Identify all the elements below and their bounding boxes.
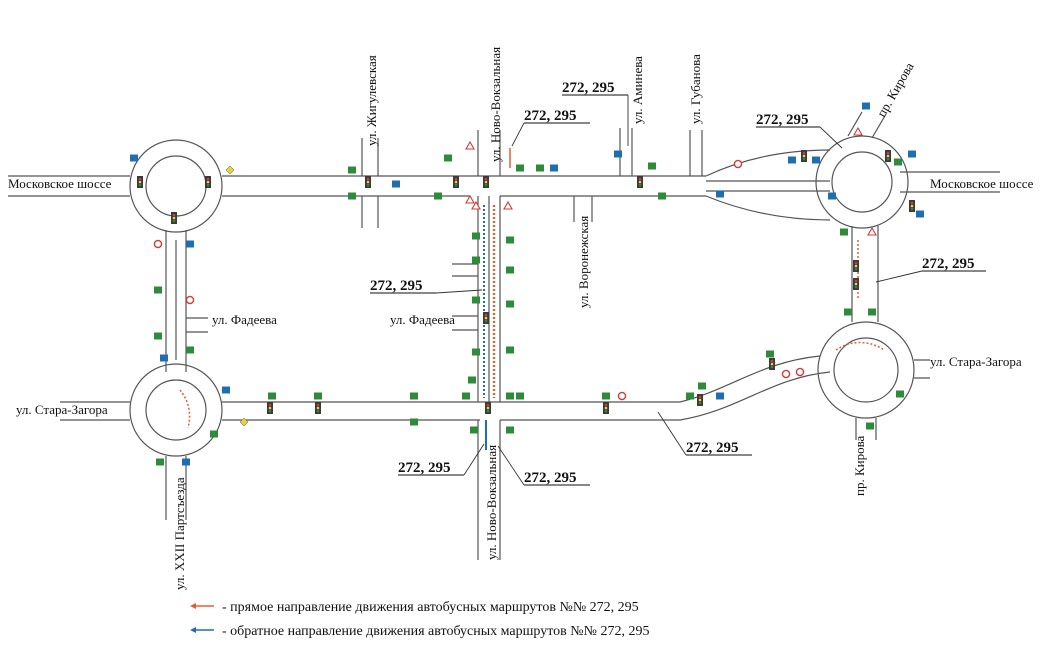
road-sign-icon	[268, 393, 276, 400]
traffic-light-icon	[483, 312, 489, 324]
route-label-leader	[512, 123, 524, 146]
street-voronezhskaya: ул. Воронежская	[576, 215, 591, 308]
legend-forward-text: - прямое направление движения автобусных маршрутов №№ 272, 295	[222, 600, 639, 615]
road-side-lane	[452, 264, 478, 276]
road-sign-icon	[470, 427, 478, 434]
traffic-light-icon	[483, 176, 489, 188]
road-sign-icon	[472, 233, 480, 240]
legend	[190, 600, 649, 639]
traffic-light-icon	[801, 150, 807, 162]
street-fadeeva-center: ул. Фадеева	[390, 312, 455, 327]
road-sign-icon	[506, 237, 514, 244]
traffic-light-icon	[485, 402, 491, 414]
road-sign-icon	[154, 287, 162, 294]
road-sign-icon	[472, 349, 480, 356]
road-sign-icon	[466, 196, 474, 203]
route-forward-roundabout	[836, 343, 884, 351]
road-sign-icon	[894, 159, 902, 166]
road-sign-icon	[348, 167, 356, 174]
street-novo-vokzalnaya-bottom: ул. Ново-Вокзальная	[484, 444, 499, 560]
road-sign-icon	[444, 155, 452, 162]
road-sign-icon	[160, 355, 168, 362]
roundabout-se-inner	[834, 338, 898, 402]
route-label-leader	[436, 290, 482, 293]
street-gubanova: ул. Губанова	[688, 54, 703, 124]
road-sign-icon	[686, 393, 694, 400]
road-sign-icon	[716, 393, 724, 400]
street-amineva: ул. Аминева	[630, 56, 645, 124]
road-sign-icon	[698, 383, 706, 390]
traffic-light-icon	[603, 402, 609, 414]
road-sign-icon	[916, 211, 924, 218]
road-sign-icon	[658, 193, 666, 200]
road-sign-icon	[766, 351, 774, 358]
street-moskovskoe-left: Московское шоссе	[8, 176, 112, 191]
road-fadeeva-west	[186, 318, 208, 332]
roundabout-nw-inner	[146, 156, 206, 216]
street-xxii-partsezda: ул. XXII Партсъезда	[172, 477, 187, 590]
road-moskovskoe-ramps	[706, 150, 830, 220]
road-sign-icon	[506, 267, 514, 274]
road-sign-icon	[186, 241, 194, 248]
road-sign-icon	[550, 165, 558, 172]
road-gubanova	[690, 130, 702, 176]
route-label-leader	[658, 412, 686, 455]
bus-routes	[180, 148, 884, 450]
street-kirova-bottom: пр. Кирова	[852, 435, 867, 496]
road-sign-icon	[506, 301, 514, 308]
road-sign-icon	[472, 297, 480, 304]
road-moskovskoe-central	[222, 176, 706, 196]
road-sign-icon	[130, 155, 138, 162]
route-label-center-left: 272, 295	[370, 278, 423, 294]
road-sign-icon	[648, 163, 656, 170]
route-label-bottom-right: 272, 295	[686, 440, 739, 456]
road-sign-icon	[186, 296, 193, 303]
road-sign-icon	[734, 160, 741, 167]
traffic-light-icon	[453, 176, 459, 188]
road-sign-icon	[866, 423, 874, 430]
street-fadeeva-left: ул. Фадеева	[212, 312, 277, 327]
route-labels	[370, 80, 986, 486]
traffic-light-icon	[205, 176, 211, 188]
route-label-top-center: 272, 295	[524, 108, 577, 124]
road-sign-icon	[896, 391, 904, 398]
route-label-leader	[464, 444, 484, 475]
street-zhigulevskaya: ул. Жигулевская	[364, 55, 379, 146]
road-sign-icon	[226, 166, 234, 174]
road-sign-icon	[868, 309, 876, 316]
traffic-light-icon	[853, 260, 859, 272]
road-sign-icon	[862, 103, 870, 110]
route-forward-sw	[180, 390, 190, 428]
road-sign-icon	[506, 393, 514, 400]
legend-forward-arrow-icon	[190, 603, 196, 609]
legend-reverse-text: - обратное направление движения автобусных маршрутов №№ 272, 295	[222, 624, 650, 639]
road-sign-icon	[536, 165, 544, 172]
legend-reverse-arrow-icon	[190, 627, 196, 633]
road-sign-icon	[516, 165, 524, 172]
road-sign-icon	[468, 377, 476, 384]
road-sign-icon	[506, 347, 514, 354]
road-sign-icon	[462, 393, 470, 400]
route-label-right-kirova: 272, 295	[922, 256, 975, 272]
traffic-light-icon	[137, 176, 143, 188]
route-label-bottom-center: 272, 295	[524, 470, 577, 486]
route-label-top-right: 272, 295	[756, 112, 809, 128]
road-sign-icon	[156, 459, 164, 466]
street-stara-zagora-left: ул. Стара-Загора	[16, 402, 108, 417]
road-sign-icon	[812, 157, 820, 164]
route-label-leader	[876, 271, 922, 282]
road-sign-icon	[788, 157, 796, 164]
road-stara-zagora-east	[914, 360, 930, 378]
route-label-bottom-left: 272, 295	[398, 460, 451, 476]
road-sign-icon	[602, 393, 610, 400]
road-sign-icon	[210, 431, 218, 438]
traffic-light-icon	[769, 358, 775, 370]
traffic-light-icon	[315, 402, 321, 414]
traffic-light-icon	[697, 394, 703, 406]
road-sign-icon	[618, 392, 625, 399]
road-sign-icon	[472, 257, 480, 264]
traffic-light-icon	[637, 176, 643, 188]
street-kirova-top: пр. Кирова	[873, 59, 917, 120]
traffic-light-icon	[267, 402, 273, 414]
roundabout-ne-inner	[832, 152, 892, 212]
road-sign-icon	[154, 240, 161, 247]
route-label-top-amineva: 272, 295	[562, 80, 615, 96]
road-sign-icon	[516, 393, 524, 400]
street-stara-zagora-right: ул. Стара-Загора	[930, 354, 1022, 369]
road-sign-icon	[410, 419, 418, 426]
road-sign-icon	[222, 387, 230, 394]
road-sign-icon	[716, 191, 724, 198]
road-sign-icon	[314, 393, 322, 400]
road-fadeeva-central	[452, 316, 478, 330]
roundabout-ne-outer	[816, 136, 908, 228]
road-sign-icon	[844, 309, 852, 316]
road-sign-icon	[506, 427, 514, 434]
traffic-light-icon	[171, 212, 177, 224]
road-sign-icon	[434, 193, 442, 200]
road-sign-icon	[868, 228, 876, 235]
road-sign-icon	[392, 181, 400, 188]
road-sign-icon	[828, 193, 836, 200]
street-novo-vokzalnaya-top: ул. Ново-Вокзальная	[488, 46, 503, 162]
roundabout-sw-inner	[146, 380, 206, 440]
road-sign-icon	[908, 151, 916, 158]
road-sign-icon	[504, 202, 512, 209]
route-label-leader	[498, 446, 524, 485]
traffic-light-icon	[885, 150, 891, 162]
road-sign-icon	[466, 142, 474, 149]
roundabout-sw-outer	[130, 364, 222, 456]
road-sign-icon	[240, 418, 248, 426]
road-sign-icon	[182, 459, 190, 466]
traffic-light-icon	[909, 200, 915, 212]
road-sign-icon	[614, 151, 622, 158]
street-moskovskoe-right: Московское шоссе	[930, 176, 1034, 191]
road-sign-icon	[782, 370, 789, 377]
road-stara-zagora-central	[222, 402, 680, 420]
road-sign-icon	[154, 333, 162, 340]
road-moskovskoe-underpass	[706, 181, 830, 191]
road-sign-icon	[186, 347, 194, 354]
road-sign-icon	[410, 393, 418, 400]
road-sign-icon	[796, 368, 803, 375]
road-kirova-mid	[852, 226, 878, 322]
road-sign-icon	[348, 193, 356, 200]
roundabout-se-outer	[818, 322, 914, 418]
road-sign-icon	[840, 229, 848, 236]
traffic-light-icon	[853, 278, 859, 290]
road-sign-icon	[854, 128, 862, 135]
traffic-light-icon	[365, 176, 371, 188]
route-label-leader	[820, 127, 842, 148]
